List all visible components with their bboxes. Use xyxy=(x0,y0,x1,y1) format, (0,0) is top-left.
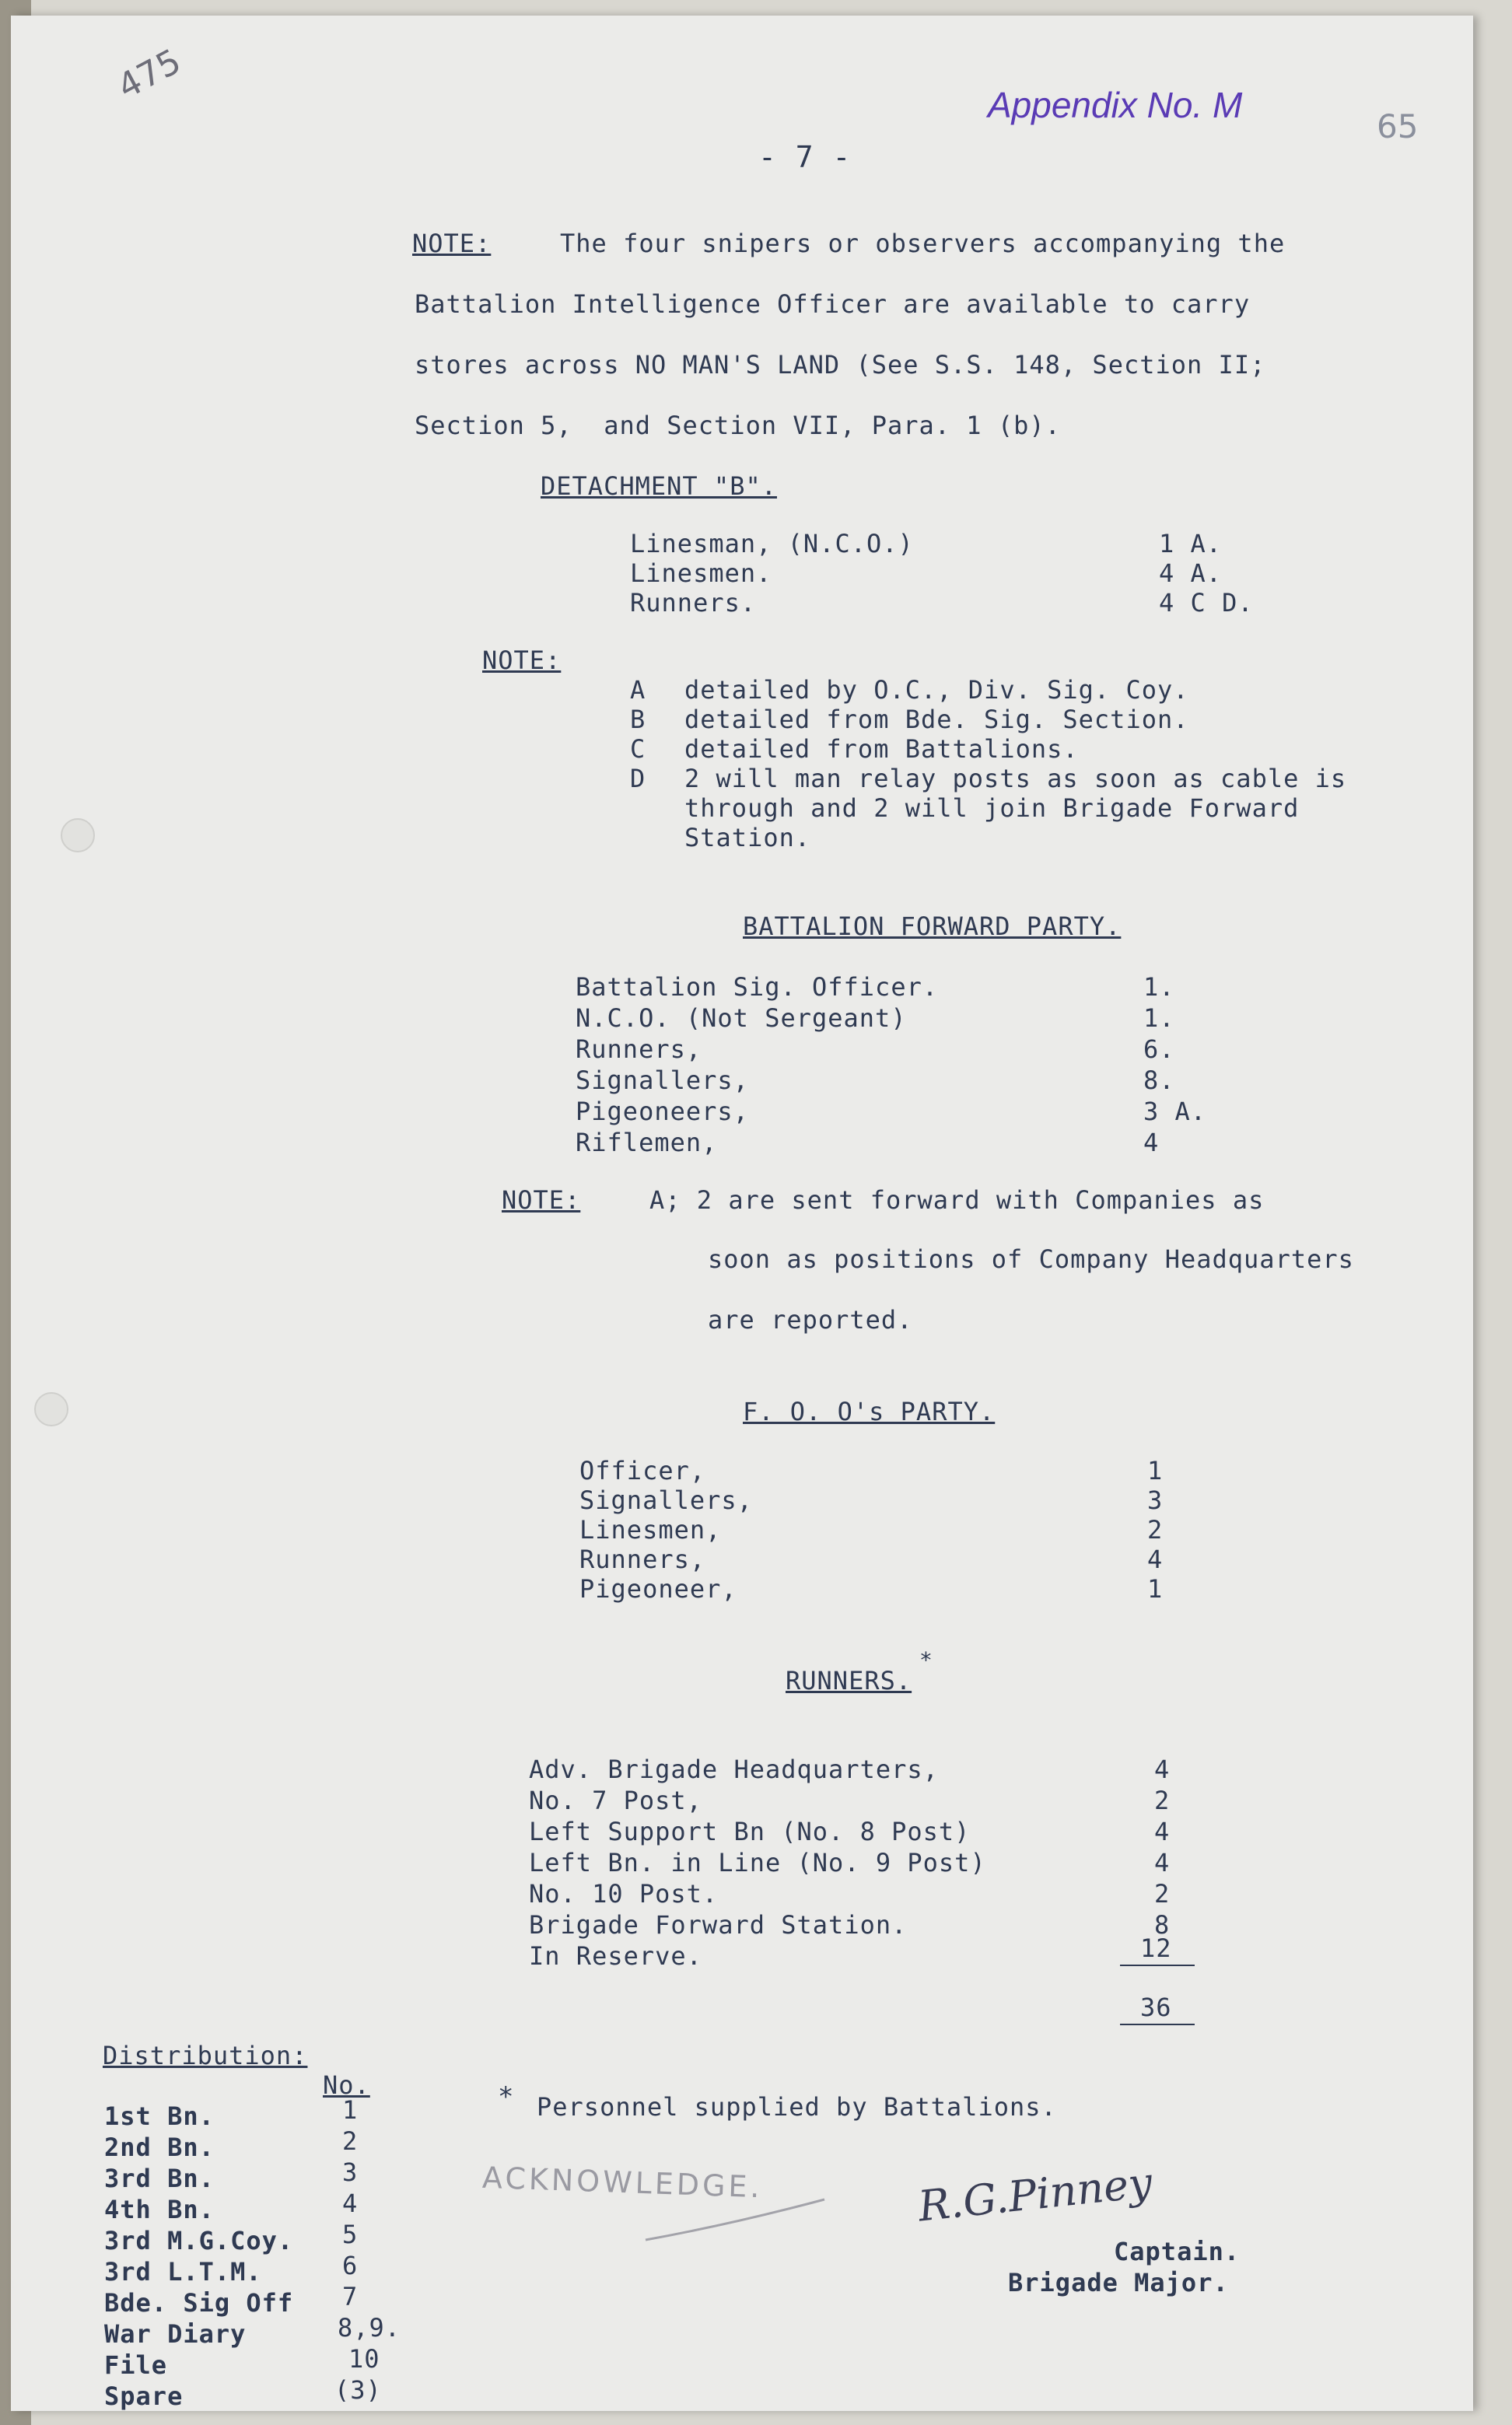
party-count: 3 A. xyxy=(1143,1097,1207,1126)
foo-party-heading: F. O. O's PARTY. xyxy=(743,1397,996,1426)
note-key: C xyxy=(630,734,646,764)
party-count: 4 xyxy=(1143,1128,1160,1157)
folio-number: 475 xyxy=(110,41,188,107)
battalion-note-label: NOTE: xyxy=(502,1185,581,1215)
detachment-count: 4 C D. xyxy=(1159,588,1254,618)
detachment-b-heading: DETACHMENT "B". xyxy=(541,471,777,501)
distribution-no: 6 xyxy=(342,2251,359,2280)
distribution-no: 4 xyxy=(342,2189,359,2218)
signature-title: Brigade Major. xyxy=(1008,2268,1229,2297)
party-count: 8. xyxy=(1143,1066,1175,1095)
note-label: NOTE: xyxy=(412,229,492,258)
distribution-name: 3rd M.G.Coy. xyxy=(104,2226,294,2255)
distribution-name: 4th Bn. xyxy=(104,2195,215,2224)
runners-count: 4 xyxy=(1154,1848,1171,1877)
foo-role: Linesmen, xyxy=(579,1515,722,1545)
detachment-role: Linesman, (N.C.O.) xyxy=(630,529,914,558)
party-role: N.C.O. (Not Sergeant) xyxy=(576,1003,907,1033)
distribution-no: 5 xyxy=(342,2220,359,2249)
page-stamp: 65 xyxy=(1377,107,1419,145)
party-count: 1. xyxy=(1143,1003,1175,1033)
battalion-forward-party-heading: BATTALION FORWARD PARTY. xyxy=(743,912,1122,941)
foo-count: 3 xyxy=(1147,1485,1164,1515)
distribution-no-label: No. xyxy=(323,2070,370,2100)
party-count: 1. xyxy=(1143,972,1175,1002)
distribution-heading: Distribution: xyxy=(103,2041,308,2070)
runners-total: 36 xyxy=(1140,1993,1172,2022)
battalion-note-line: A; 2 are sent forward with Companies as xyxy=(649,1185,1265,1215)
distribution-name: File xyxy=(104,2350,168,2380)
distribution-no: 2 xyxy=(342,2126,359,2156)
party-count: 6. xyxy=(1143,1034,1175,1064)
party-role: Runners, xyxy=(576,1034,702,1064)
detachment-role: Linesmen. xyxy=(630,558,772,588)
note-line: The four snipers or observers accompanying the xyxy=(560,229,1286,258)
note-text: detailed from Battalions. xyxy=(684,734,1079,764)
footnote-text: Personnel supplied by Battalions. xyxy=(537,2092,1057,2122)
distribution-no: 3 xyxy=(342,2157,359,2187)
party-role: Battalion Sig. Officer. xyxy=(576,972,939,1002)
foo-count: 1 xyxy=(1147,1456,1164,1485)
distribution-no: 8,9. xyxy=(338,2313,401,2343)
appendix-stamp: Appendix No. M xyxy=(988,85,1243,125)
runners-role: No. 10 Post. xyxy=(529,1879,719,1909)
battalion-note-line: are reported. xyxy=(708,1305,913,1335)
foo-role: Pigeoneer, xyxy=(579,1574,737,1604)
distribution-no: 7 xyxy=(342,2282,359,2311)
distribution-no: 10 xyxy=(348,2344,380,2374)
runners-count: 12 xyxy=(1140,1933,1172,1963)
note-line: Battalion Intelligence Officer are available to carry xyxy=(415,289,1251,319)
distribution-name: 3rd Bn. xyxy=(104,2164,215,2193)
note-text: detailed by O.C., Div. Sig. Coy. xyxy=(684,675,1189,705)
runners-role: Adv. Brigade Headquarters, xyxy=(529,1755,939,1784)
runners-heading: RUNNERS. xyxy=(786,1666,912,1695)
punch-hole xyxy=(61,818,95,852)
runners-count: 4 xyxy=(1154,1817,1171,1846)
party-role: Signallers, xyxy=(576,1066,749,1095)
note-key: B xyxy=(630,705,646,734)
sum-rule xyxy=(1120,1965,1195,1966)
note-key: A xyxy=(630,675,646,705)
punch-hole xyxy=(34,1392,68,1426)
runners-count: 2 xyxy=(1154,1786,1171,1815)
note-text: 2 will man relay posts as soon as cable is through and 2 will join Brigade Forward Station. xyxy=(684,764,1347,852)
detachment-role: Runners. xyxy=(630,588,757,618)
runners-asterisk: * xyxy=(919,1647,933,1673)
note-line: stores across NO MAN'S LAND (See S.S. 148, Section II; xyxy=(415,350,1266,380)
distribution-name: 2nd Bn. xyxy=(104,2133,215,2162)
detachment-count: 4 A. xyxy=(1159,558,1223,588)
foo-count: 4 xyxy=(1147,1545,1164,1574)
runners-role: No. 7 Post, xyxy=(529,1786,702,1815)
distribution-name: Bde. Sig Off xyxy=(104,2288,294,2318)
distribution-name: 1st Bn. xyxy=(104,2101,215,2131)
runners-count: 8 xyxy=(1154,1910,1171,1940)
signature-rank: Captain. xyxy=(1114,2237,1241,2266)
distribution-no: (3) xyxy=(334,2375,382,2405)
note-key: D xyxy=(630,764,646,793)
distribution-name: 3rd L.T.M. xyxy=(104,2257,262,2287)
battalion-note-line: soon as positions of Company Headquarters xyxy=(708,1244,1354,1274)
party-role: Pigeoneers, xyxy=(576,1097,749,1126)
distribution-no: 1 xyxy=(342,2095,359,2125)
runners-role: In Reserve. xyxy=(529,1941,702,1971)
foo-role: Officer, xyxy=(579,1456,706,1485)
total-rule xyxy=(1120,2024,1195,2025)
runners-role: Left Bn. in Line (No. 9 Post) xyxy=(529,1848,986,1877)
page-number: - 7 - xyxy=(758,140,852,174)
foo-count: 2 xyxy=(1147,1515,1164,1545)
detachment-note-label: NOTE: xyxy=(482,646,562,675)
distribution-name: War Diary xyxy=(104,2319,247,2349)
runners-role: Brigade Forward Station. xyxy=(529,1910,908,1940)
runners-count: 4 xyxy=(1154,1755,1171,1784)
party-role: Riflemen, xyxy=(576,1128,718,1157)
foo-role: Runners, xyxy=(579,1545,706,1574)
detachment-count: 1 A. xyxy=(1159,529,1223,558)
runners-role: Left Support Bn (No. 8 Post) xyxy=(529,1817,971,1846)
signature: R.G.Pinney xyxy=(915,2157,1155,2231)
note-text: detailed from Bde. Sig. Section. xyxy=(684,705,1189,734)
pencil-arrow xyxy=(638,2193,840,2248)
footnote-marker: * xyxy=(498,2081,515,2112)
distribution-name: Spare xyxy=(104,2381,184,2411)
runners-count: 2 xyxy=(1154,1879,1171,1909)
foo-count: 1 xyxy=(1147,1574,1164,1604)
foo-role: Signallers, xyxy=(579,1485,753,1515)
acknowledge-annotation: ACKNOWLEDGE. xyxy=(481,2160,764,2205)
note-line: Section 5, and Section VII, Para. 1 (b). xyxy=(415,411,1061,440)
